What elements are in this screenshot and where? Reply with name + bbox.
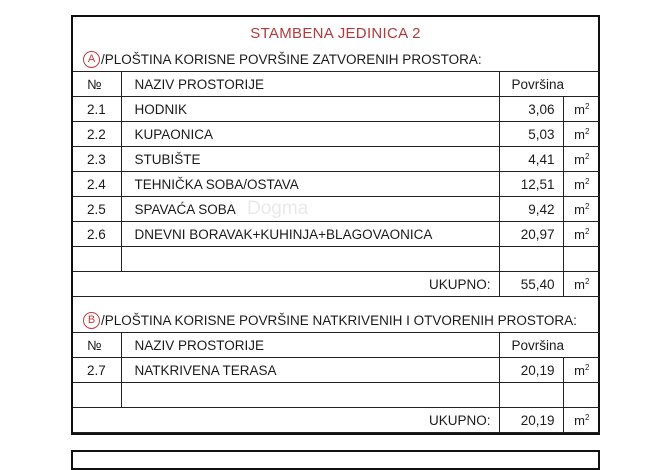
table-row xyxy=(73,197,600,222)
room-area: 20,19 xyxy=(499,358,563,383)
total-unit: $m^2$ xyxy=(563,272,600,297)
room-name: STUBIŠTE xyxy=(121,147,499,172)
table-header-row xyxy=(73,72,600,97)
col-header-area: Površina xyxy=(499,72,600,97)
unit-title: STAMBENA JEDINICA 2 xyxy=(250,25,421,42)
room-number: 2.6 xyxy=(73,222,121,247)
table-row xyxy=(73,97,600,122)
section-b-heading xyxy=(73,309,598,331)
watermark-logo: Dogma xyxy=(247,198,309,219)
room-unit: $m^2$ xyxy=(563,197,600,222)
room-unit: $m^2$ xyxy=(563,358,600,383)
room-area: 3,06 xyxy=(499,97,563,122)
total-label: UKUPNO: xyxy=(73,408,499,433)
room-area: 9,42 xyxy=(499,197,563,222)
table-row xyxy=(73,222,600,247)
room-number: 2.3 xyxy=(73,147,121,172)
col-header-name: NAZIV PROSTORIJE xyxy=(121,333,499,358)
room-number: 2.7 xyxy=(73,358,121,383)
col-header-num: № xyxy=(73,72,121,97)
section-b-marker: B xyxy=(83,312,100,329)
room-unit: $m^2$ xyxy=(563,97,600,122)
section-a-table xyxy=(73,71,600,297)
room-unit: $m^2$ xyxy=(563,172,600,197)
room-name: TEHNIČKA SOBA/OSTAVA xyxy=(121,172,499,197)
room-name: SPAVAĆA SOBA xyxy=(121,197,499,222)
table-header-row xyxy=(73,333,600,358)
col-header-area: Površina xyxy=(499,333,600,358)
room-unit: $m^2$ xyxy=(563,122,600,147)
room-area: 5,03 xyxy=(499,122,563,147)
room-name: NATKRIVENA TERASA xyxy=(121,358,499,383)
next-sheet-edge xyxy=(71,450,600,470)
section-a-heading-text: /PLOŠTINA KORISNE POVRŠINE ZATVORENIH PROSTORA: xyxy=(101,51,482,67)
col-header-num: № xyxy=(73,333,121,358)
col-header-name: NAZIV PROSTORIJE xyxy=(121,72,499,97)
total-row xyxy=(73,408,600,433)
total-value: 20,19 xyxy=(499,408,563,433)
room-area-sheet xyxy=(71,15,600,435)
total-row xyxy=(73,272,600,297)
section-b-table xyxy=(73,332,600,433)
total-value: 55,40 xyxy=(499,272,563,297)
empty-row xyxy=(73,247,600,272)
section-b-heading-text: /PLOŠTINA KORISNE POVRŠINE NATKRIVENIH I OTVORENIH PROSTORA: xyxy=(101,312,577,328)
section-a-heading xyxy=(73,48,598,70)
room-area: 4,41 xyxy=(499,147,563,172)
room-number: 2.5 xyxy=(73,197,121,222)
total-unit: $m^2$ xyxy=(563,408,600,433)
table-row xyxy=(73,358,600,383)
table-row xyxy=(73,147,600,172)
table-row xyxy=(73,172,600,197)
total-label: UKUPNO: xyxy=(73,272,499,297)
room-area: 12,51 xyxy=(499,172,563,197)
room-name: HODNIK xyxy=(121,97,499,122)
room-number: 2.4 xyxy=(73,172,121,197)
empty-row xyxy=(73,383,600,408)
table-row xyxy=(73,122,600,147)
section-a-marker: A xyxy=(83,51,100,68)
room-unit: $m^2$ xyxy=(563,222,600,247)
room-number: 2.1 xyxy=(73,97,121,122)
room-area: 20,97 xyxy=(499,222,563,247)
room-unit: $m^2$ xyxy=(563,147,600,172)
room-name: DNEVNI BORAVAK+KUHINJA+BLAGOVAONICA xyxy=(121,222,499,247)
room-number: 2.2 xyxy=(73,122,121,147)
room-name: KUPAONICA xyxy=(121,122,499,147)
